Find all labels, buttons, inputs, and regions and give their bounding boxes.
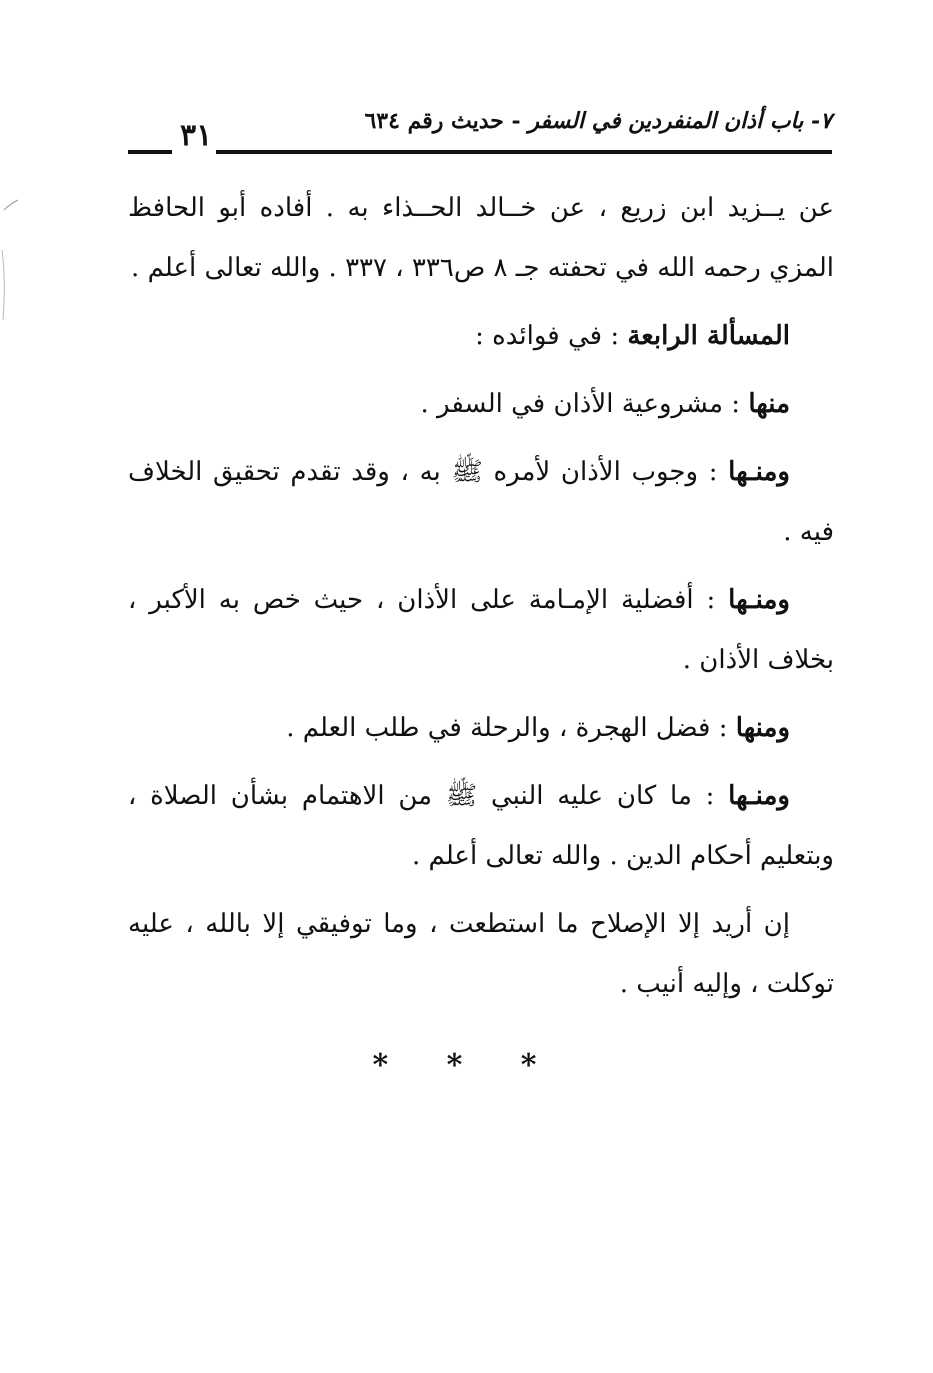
- chapter-title-text: ٧- باب أذان المنفردين في السفر: [528, 108, 832, 134]
- header-rule: [216, 150, 832, 154]
- benefit-lead: ومنـها: [728, 457, 790, 487]
- paragraph-source-note: عن يــزيد ابن زريع ، عن خــالد الحــذاء به . أفاده أبو الحافظ المزي رحمه الله في تحفته جـ ٨ ص٣٣٦ ، ٣٣٧ . والله تعالى أعلم .: [128, 193, 834, 283]
- paragraph-benefit-3: ومنـها : أفضلية الإمـامة على الأذان ، حيث خص به الأكبر ، بخلاف الأذان .: [128, 585, 834, 675]
- page-number: ٣١: [180, 118, 213, 153]
- paragraph-benefit-4: ومنها : فضل الهجرة ، والرحلة في طلب العلم .: [286, 713, 790, 743]
- benefit-lead: ومنـها: [728, 585, 790, 615]
- benefit-lead: ومنها: [735, 713, 790, 743]
- paragraph-benefit-1: منها : مشروعية الأذان في السفر .: [420, 389, 790, 419]
- benefit-lead: ومنـها: [728, 781, 790, 811]
- scan-edge-marks: [0, 190, 26, 350]
- benefit-lead: منها: [748, 389, 790, 419]
- body-text: [128, 178, 834, 1022]
- hadith-number: - حديث رقم ٦٣٤: [364, 108, 521, 134]
- paragraph-fourth-issue: المسألة الرابعة : في فوائده :: [475, 321, 790, 351]
- chapter-title: [364, 108, 832, 134]
- issue-heading: المسألة الرابعة: [627, 321, 790, 351]
- paragraph-benefit-2: ومنـها : وجوب الأذان لأمره ﷺ به ، وقد تقدم تحقيق الخلاف فيه .: [128, 457, 834, 547]
- section-separator: * * *: [372, 1048, 561, 1083]
- page-header: [128, 108, 832, 164]
- header-rule-short: [128, 150, 172, 154]
- paragraph-benefit-5: ومنـها : ما كان عليه النبي ﷺ من الاهتمام بشأن الصلاة ، وبتعليم أحكام الدين . والله تعالى أعلم .: [128, 781, 834, 871]
- paragraph-closing: إن أريد إلا الإصلاح ما استطعت ، وما توفيقي إلا بالله ، عليه توكلت ، وإليه أنيب .: [128, 909, 834, 999]
